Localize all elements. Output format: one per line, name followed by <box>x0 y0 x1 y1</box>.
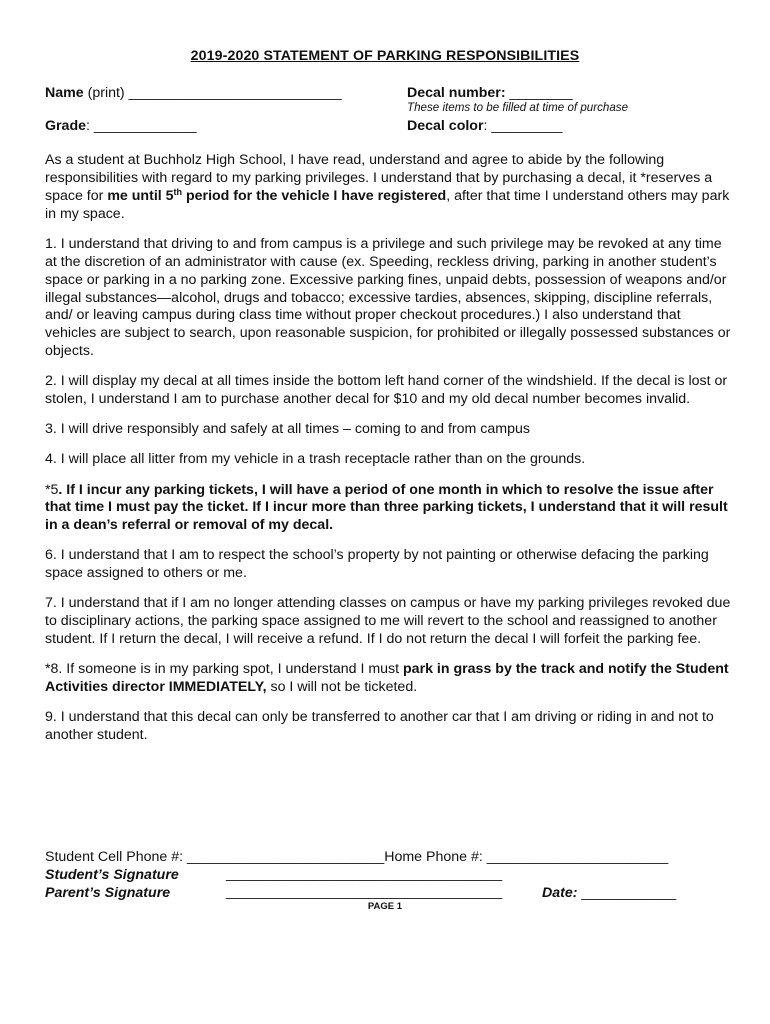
date-field <box>542 884 676 902</box>
page-number: PAGE 1 <box>367 901 403 912</box>
parent-signature-line: ___________________________________ <box>226 884 503 900</box>
item-7: 7. I understand that if I am no longer attending classes on campus or have my parking privileges revoked due to disciplinary actions, the parking space assigned to me will revert to the school and reassigned to another student. If I return the decal, I will receive a refund. If I do not return the decal I will forfeit the parking fee. <box>45 595 731 648</box>
parent-signature-label: Parent’s Signature <box>45 885 171 901</box>
intro-bold-1: me until 5 <box>107 187 174 204</box>
item-8-text-2: so I will not be ticketed. <box>266 679 418 696</box>
decal-number-field <box>407 84 573 102</box>
document-title: 2019-2020 STATEMENT OF PARKING RESPONSIBILITIES <box>190 48 580 64</box>
student-signature-label: Student’s Signature <box>45 867 179 883</box>
date-label: Date: <box>542 885 578 901</box>
item-3: 3. I will drive responsibly and safely at all times – coming to and from campus <box>45 421 530 438</box>
statement-body <box>45 152 735 757</box>
phone-line: Student Cell Phone #: _________________________Home Phone #: _______________________ <box>45 849 669 865</box>
item-2: 2. I will display my decal at all times inside the bottom left hand corner of the windshield. If the decal is lost or stolen, I understand I am to purchase another decal for $10 and my old decal number becomes invalid. <box>45 373 728 408</box>
item-6: 6. I understand that I am to respect the school’s property by not painting or otherwise defacing the parking space assigned to others or me. <box>45 547 709 582</box>
item-8-text-1: *8. If someone is in my parking spot, I understand I must <box>45 661 404 678</box>
student-signature-line: ___________________________________ <box>226 866 503 882</box>
intro-paragraph <box>45 152 735 224</box>
decal-number-blank: ________ <box>505 85 573 101</box>
item-5 <box>45 482 735 536</box>
date-line: ____________ <box>577 885 677 901</box>
grade-label: Grade <box>45 118 87 134</box>
intro-text-2: , after that time I understand others may park in my space. <box>45 187 730 222</box>
item-9: 9. I understand that this decal can only be transferred to another car that I am driving or riding in and not to another student. <box>45 709 714 744</box>
decal-color-blank: : _________ <box>483 118 563 134</box>
item-5-text: . If I incur any parking tickets, I will have a period of one month in which to resolve the issue after that time I must pay the ticket. If I incur more than three parking tickets, I understand that it will result in a dean’s referral or removal of my decal. <box>45 481 728 534</box>
item-1: 1. I understand that driving to and from campus is a privilege and such privilege may be revoked at any time at the discretion of an administrator with cause (ex. Speeding, reckless driving, parking in another student’s space or parking in a no parking zone. Excessive parking fines, unpaid debts, possession of weapons and/or illegal substances—alcohol, drugs and tobacco; excessive tardies, absences, skipping, discipline referrals, and/ or leaving campus during class time without proper checkout procedures.) I also understand that vehicles are subject to search, upon reasonable suspicion, for prohibited or illegally possessed substances or objects. <box>45 235 731 360</box>
item-8-bold: park in grass by the track and notify the Student Activities director IMMEDIATELY, <box>45 661 729 696</box>
decal-number-label: Decal number: <box>407 85 506 101</box>
grade-blank: : _____________ <box>86 118 197 134</box>
item-8 <box>45 661 735 697</box>
decal-color-label: Decal color <box>407 118 484 134</box>
name-blank: (print) ___________________________ <box>83 85 342 101</box>
name-label: Name <box>45 85 84 101</box>
item-4: 4. I will place all litter from my vehicle in a trash receptacle rather than on the grounds. <box>45 451 586 468</box>
purchase-note: These items to be filled at time of purchase <box>407 101 629 114</box>
intro-superscript: th <box>173 186 183 197</box>
item-5-prefix: *5 <box>45 481 59 498</box>
intro-text-1: As a student at Buchholz High School, I have read, understand and agree to abide by the following responsibilities with regard to my parking privileges. I understand that by purchasing a decal, it *reserves a space for <box>45 152 713 204</box>
intro-bold-2: period for the vehicle I have registered <box>182 187 447 204</box>
grade-field <box>45 117 196 135</box>
decal-color-field <box>407 117 562 135</box>
name-field <box>45 84 342 102</box>
